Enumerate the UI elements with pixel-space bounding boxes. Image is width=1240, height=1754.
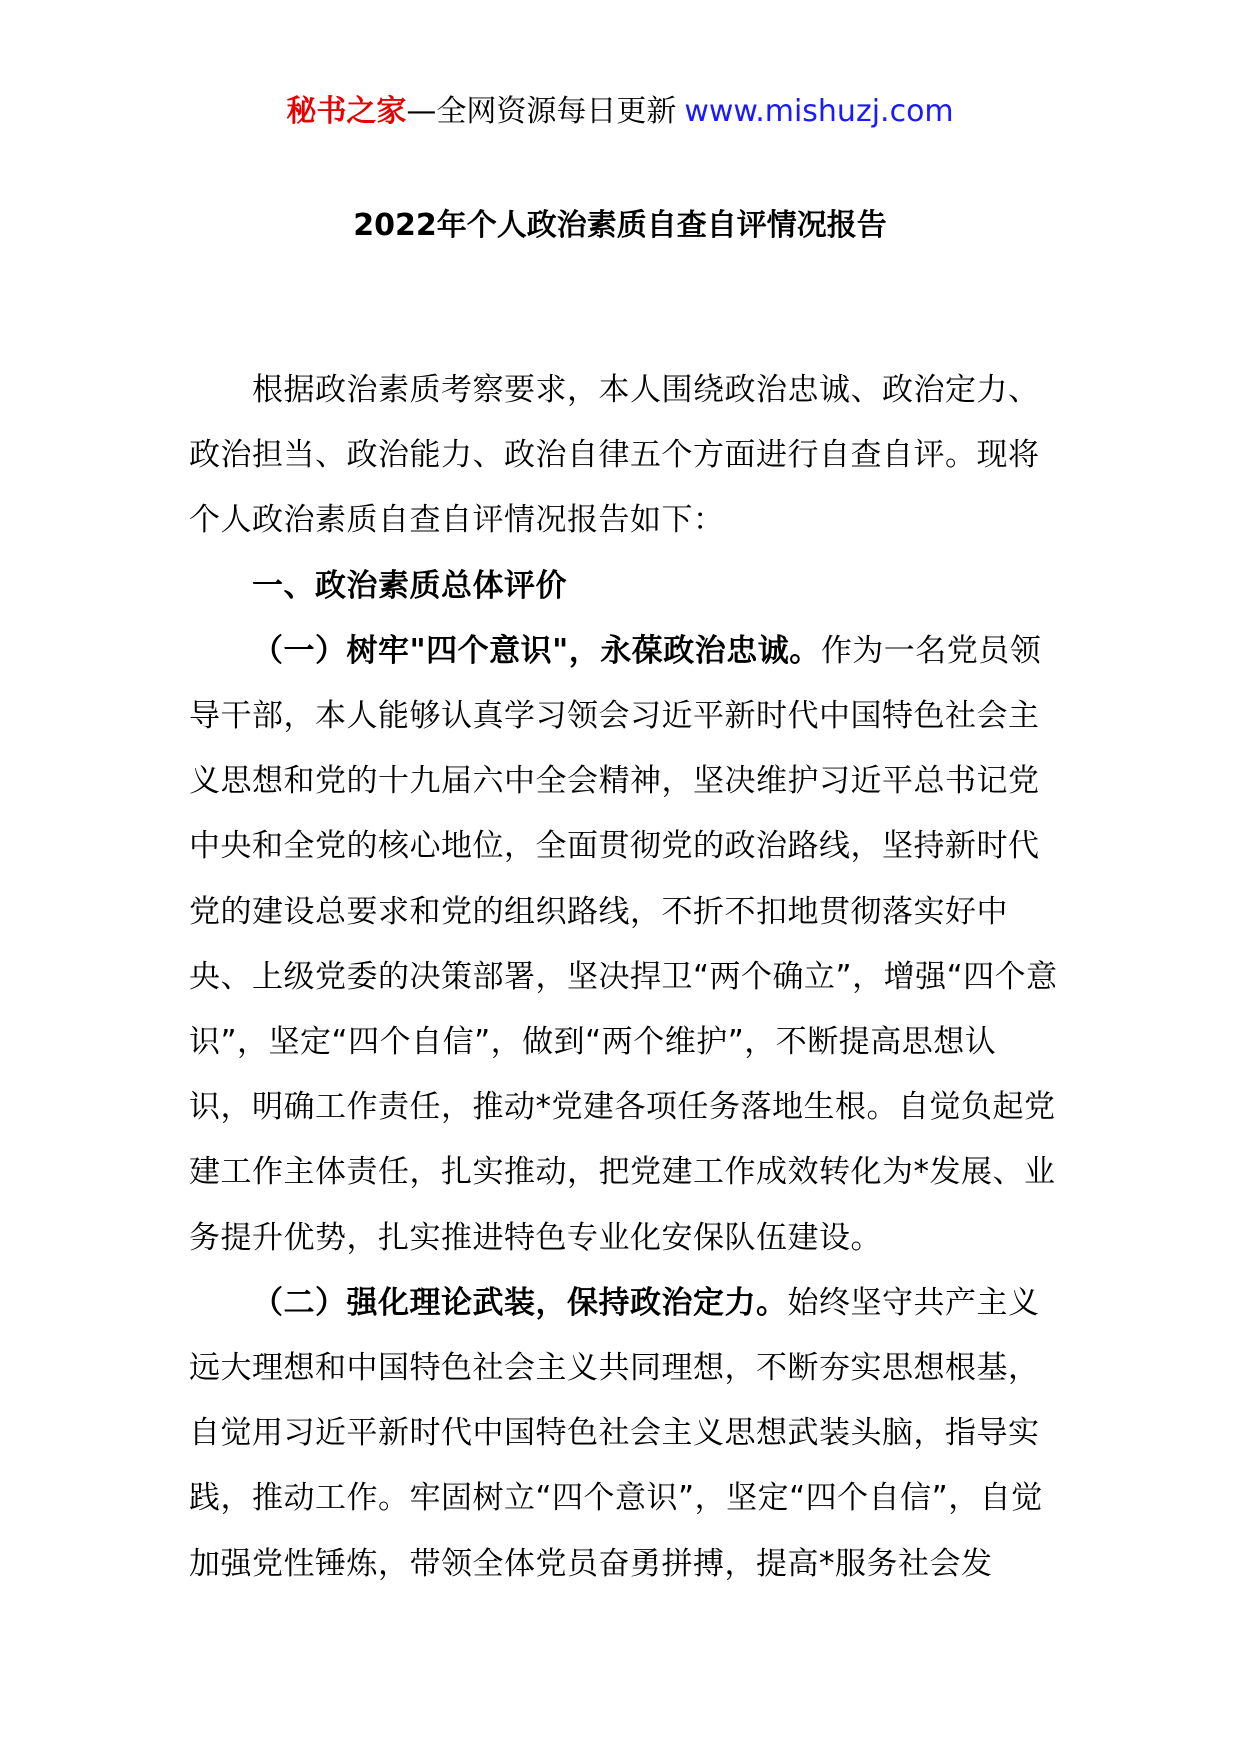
document-title: 2022年个人政治素质自查自评情况报告 (353, 208, 887, 243)
item-2-paragraph (189, 1271, 1059, 1597)
document-body (189, 358, 1059, 1597)
site-slogan: —全网资源每日更新 (406, 94, 677, 129)
section-heading-overall-evaluation: 一、政治素质总体评价 (252, 567, 567, 604)
site-brand: 秘书之家 (286, 94, 407, 129)
item-1-lead: （一）树牢"四个意识"，永葆政治忠诚。 (252, 632, 821, 669)
site-header (0, 92, 1240, 132)
item-1-body: 作为一名党员领导干部，本人能够认真学习领会习近平新时代中国特色社会主义思想和党的十九届六中全会精神，坚决维护习近平总书记党中央和全党的核心地位，全面贯彻党的政治路线，坚持新时代党的建设总要求和党的组织路线，不折不扣地贯彻落实好中央、上级党委的决策部署，坚决捍卫“两个确立”，增强“四个意识”，坚定“四个自信”，做到“两个维护”，不断提高思想认识，明确工作责任，推动*党建各项任务落地生根。自觉负起党建工作主体责任，扎实推动，把党建工作成效转化为*发展、业务提升优势，扎实推进特色专业化安保队伍建设。 (189, 632, 1058, 1256)
site-url-link[interactable]: www.mishuzj.com (684, 94, 954, 129)
item-1-paragraph (189, 619, 1059, 1271)
item-2-body: 始终坚守共产主义远大理想和中国特色社会主义共同理想，不断夯实思想根基，自觉用习近平新时代中国特色社会主义思想武装头脑，指导实践，推动工作。牢固树立“四个意识”，坚定“四个自信”，自觉加强党性锤炼，带领全体党员奋勇拼搏，提高*服务社会发 (189, 1284, 1043, 1582)
intro-paragraph: 根据政治素质考察要求，本人围绕政治忠诚、政治定力、政治担当、政治能力、政治自律五个方面进行自查自评。现将个人政治素质自查自评情况报告如下： (189, 372, 1040, 539)
item-2-lead: （二）强化理论武装，保持政治定力。 (252, 1284, 788, 1321)
